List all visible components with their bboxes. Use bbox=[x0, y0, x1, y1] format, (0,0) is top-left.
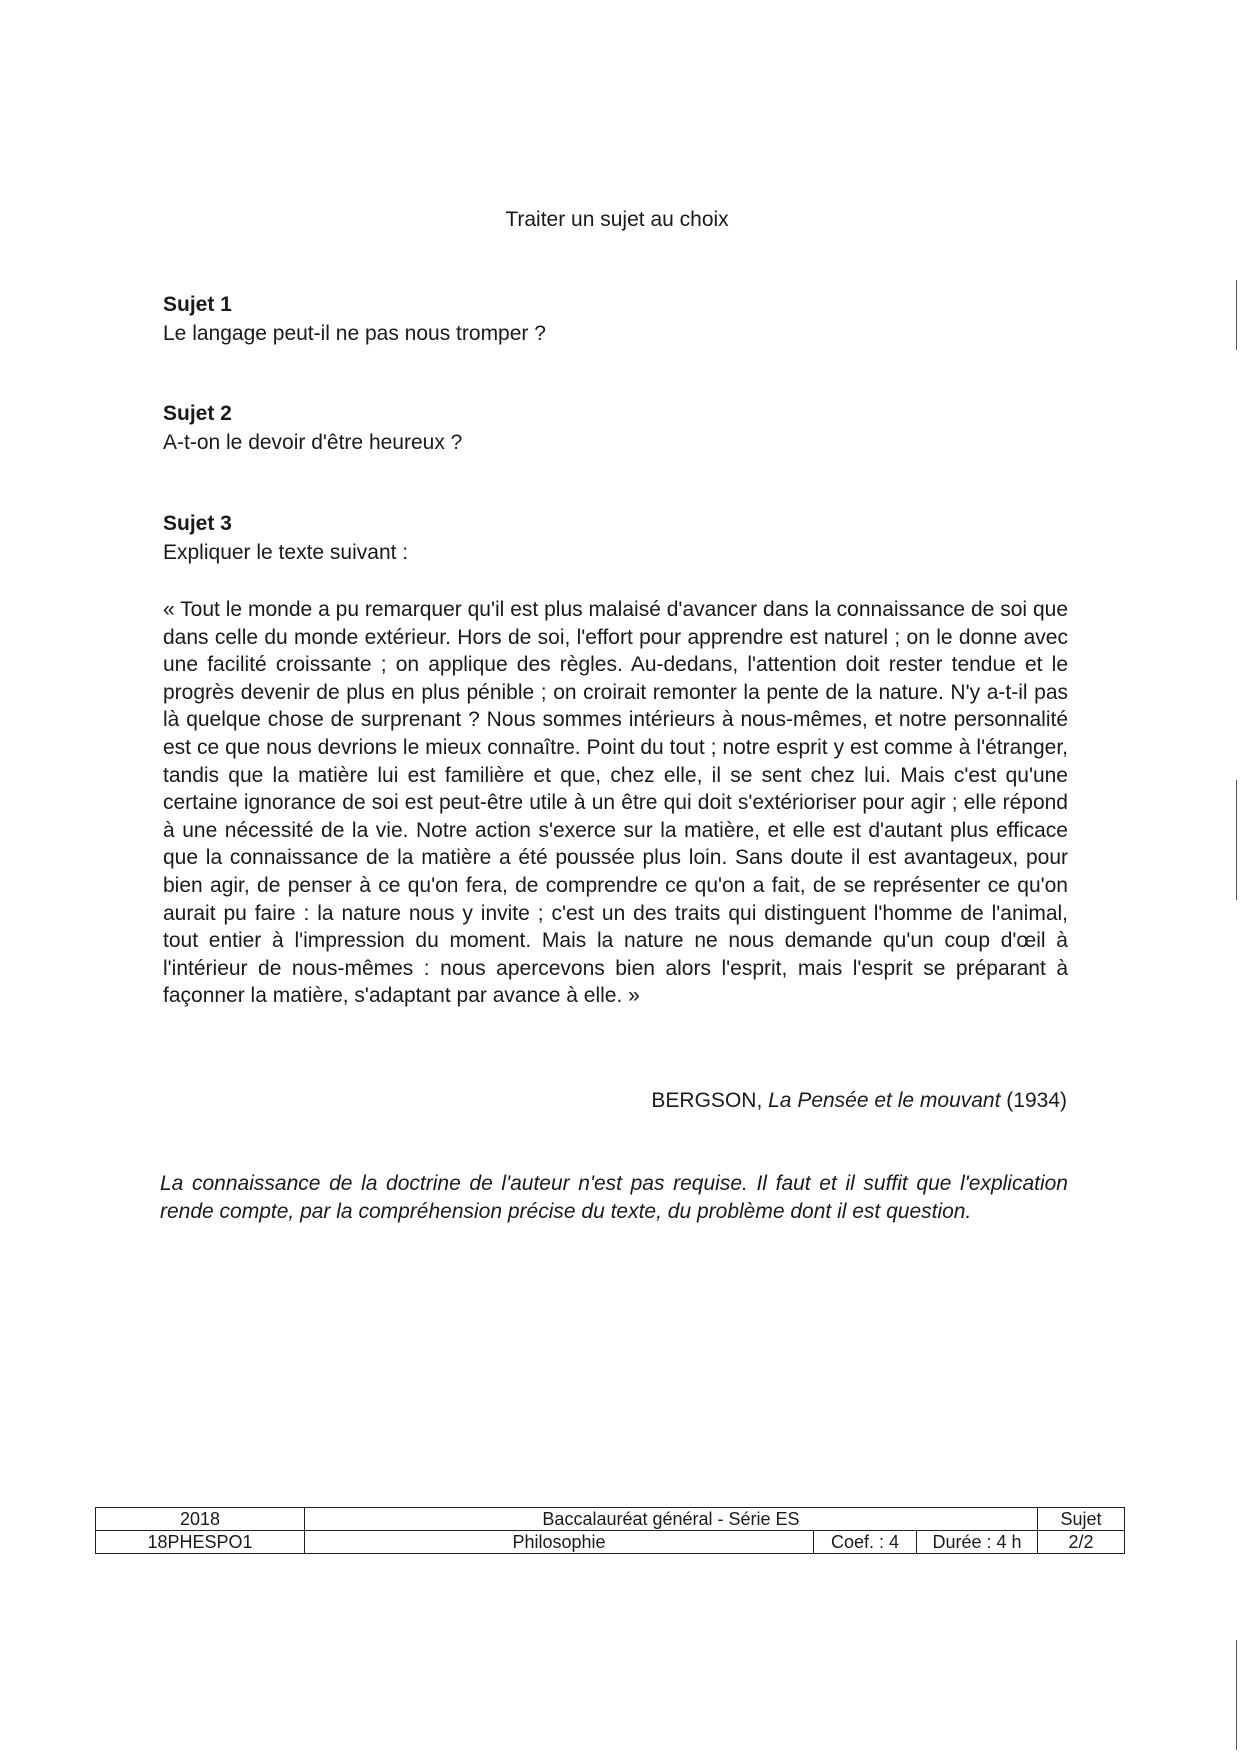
footer-subject: Philosophie bbox=[305, 1531, 814, 1554]
sujet-1-question: Le langage peut-il ne pas nous tromper ? bbox=[163, 322, 546, 345]
sujet-3 bbox=[163, 509, 1063, 567]
footer-row bbox=[96, 1531, 1125, 1554]
citation bbox=[651, 1089, 1067, 1113]
sujet-3-instruction: Expliquer le texte suivant : bbox=[163, 541, 409, 564]
scan-margin-line bbox=[1236, 1640, 1237, 1750]
footer-page: 2/2 bbox=[1038, 1531, 1125, 1554]
sujet-2-label: Sujet 2 bbox=[163, 402, 232, 425]
explanation-instructions: La connaissance de la doctrine de l'auteur n'est pas requise. Il faut et il suffit que l'explication rende compte, par la compréhension précise du texte, du problème dont il est question. bbox=[160, 1172, 1068, 1223]
page-heading: Traiter un sujet au choix bbox=[505, 208, 729, 231]
footer-exam: Baccalauréat général - Série ES bbox=[305, 1508, 1038, 1531]
footer-row bbox=[96, 1508, 1125, 1531]
footer-coef: Coef. : 4 bbox=[814, 1531, 917, 1554]
sujet-3-label: Sujet 3 bbox=[163, 512, 232, 535]
scan-margin-line bbox=[1236, 280, 1237, 350]
sujet-1-label: Sujet 1 bbox=[163, 293, 232, 316]
footer-year: 2018 bbox=[96, 1508, 305, 1531]
scan-margin-line bbox=[1236, 780, 1237, 900]
sujet-2 bbox=[163, 399, 1063, 457]
citation-work: La Pensée et le mouvant bbox=[768, 1089, 1001, 1112]
footer-code: 18PHESPO1 bbox=[96, 1531, 305, 1554]
footer-duree: Durée : 4 h bbox=[917, 1531, 1038, 1554]
citation-author: BERGSON, bbox=[651, 1089, 763, 1112]
sujet-1 bbox=[163, 290, 1063, 348]
footer-sujet-label: Sujet bbox=[1038, 1508, 1125, 1531]
text-passage: « Tout le monde a pu remarquer qu'il est plus malaisé d'avancer dans la connaissance de soi que dans celle du monde extérieur. Hors de soi, l'effort pour apprendre est naturel ; on le donne avec une facilité croissante ; on applique des règles. Au-dedans, l'attention doit rester tendue et le progrès devenir de plus en plus pénible ; on croirait remonter la pente de la nature. N'y a-t-il pas là quelque chose de surprenant ? Nous sommes intérieurs à nous-mêmes, et notre personnalité est ce que nous devrions le mieux connaître. Point du tout ; notre esprit y est comme à l'étranger, tandis que la matière lui est familière et que, chez elle, il se sent chez lui. Mais c'est qu'une certaine ignorance de soi est peut-être utile à un être qui doit s'extérioriser pour agir ; elle répond à une nécessité de la vie. Notre action s'exerce sur la matière, et elle est d'autant plus efficace que la connaissance de la matière a été poussée plus loin. Sans doute il est avantageux, pour bien agir, de penser à ce qu'on fera, de comprendre ce qu'on a fait, de se représenter ce qu'on aurait pu faire : la nature nous y invite ; c'est un des traits qui distinguent l'homme de l'animal, tout entier à l'impression du moment. Mais la nature ne nous demande qu'un coup d'œil à l'intérieur de nous-mêmes : nous apercevons bien alors l'esprit, mais l'esprit se préparant à façonner la matière, s'adaptant par avance à elle. » bbox=[163, 598, 1068, 1008]
sujet-2-question: A-t-on le devoir d'être heureux ? bbox=[163, 431, 463, 454]
citation-year: (1934) bbox=[1006, 1089, 1067, 1112]
exam-footer-table bbox=[95, 1507, 1125, 1554]
